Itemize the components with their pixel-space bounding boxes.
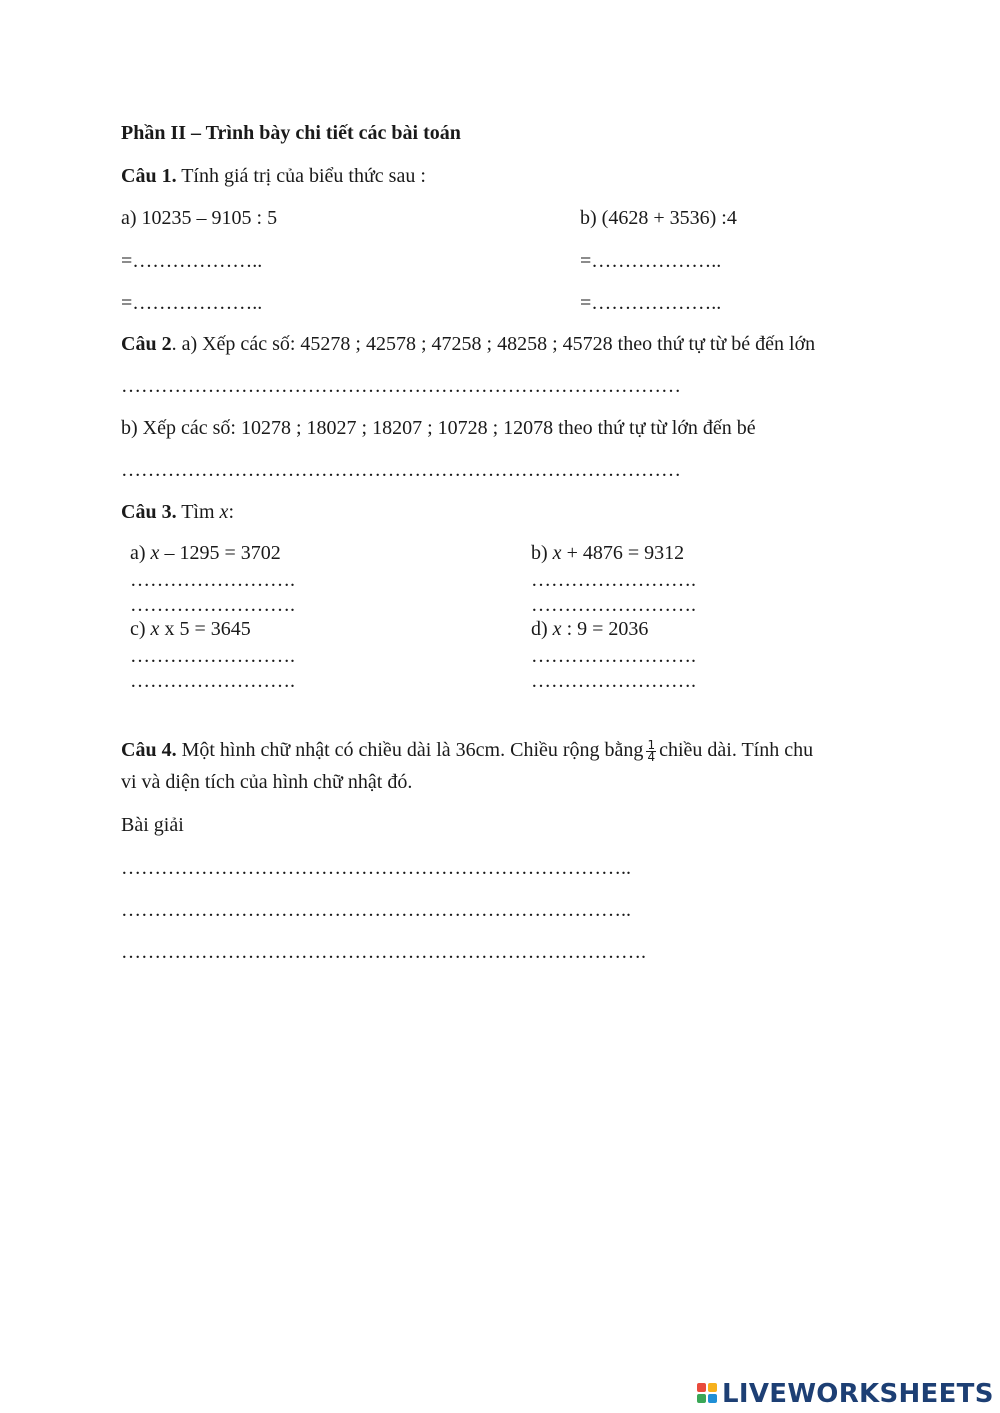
liveworksheets-logo-text: LIVEWORKSHEETS: [722, 1379, 994, 1409]
q3a-rest: – 1295 = 3702: [159, 542, 281, 564]
q3c-rest: x 5 = 3645: [159, 618, 251, 640]
question-1-text: Tính giá trị của biểu thức sau :: [176, 165, 426, 187]
q4-answer-line[interactable]: …………………………………………………………………….: [121, 941, 646, 963]
logo-square: [708, 1383, 717, 1392]
section-title: Phần II – Trình bày chi tiết các bài toán: [121, 122, 461, 144]
q2a-answer-line[interactable]: …………………………………………………………………………: [121, 375, 681, 397]
liveworksheets-logo: [697, 1380, 994, 1408]
q3c-answer-line[interactable]: …………………….: [130, 670, 295, 692]
q1-expression-a: a) 10235 – 9105 : 5: [121, 207, 278, 229]
q3b-answer-line[interactable]: …………………….: [531, 594, 696, 616]
q3d-prefix: d): [531, 618, 553, 640]
question-1-label: Câu 1.: [121, 165, 177, 187]
q1-b-answer-line[interactable]: =………………..: [580, 292, 722, 314]
question-2-label: Câu 2: [121, 333, 172, 355]
q1-a-answer-line[interactable]: =………………..: [121, 250, 263, 272]
variable-x: x: [150, 618, 160, 640]
question-4: [121, 738, 813, 763]
q3-equation-d: [531, 617, 648, 641]
q3a-prefix: a): [130, 542, 151, 564]
q3-equation-b: [531, 541, 684, 565]
fraction-numerator: 1: [647, 737, 656, 752]
q3c-answer-line[interactable]: …………………….: [130, 645, 295, 667]
solution-label: Bài giải: [121, 814, 184, 836]
q3b-answer-line[interactable]: …………………….: [531, 569, 696, 591]
logo-square: [697, 1383, 706, 1392]
question-3: [121, 500, 234, 524]
question-1: [121, 164, 426, 188]
q3b-prefix: b): [531, 542, 553, 564]
question-3-colon: :: [228, 501, 234, 523]
variable-x: x: [150, 542, 160, 564]
fraction-denominator: 4: [647, 749, 656, 764]
logo-square: [708, 1394, 717, 1403]
q1-a-answer-line[interactable]: =………………..: [121, 292, 263, 314]
q3a-answer-line[interactable]: …………………….: [130, 569, 295, 591]
q3b-rest: + 4876 = 9312: [561, 542, 685, 564]
q1-expression-b: b) (4628 + 3536) :4: [580, 207, 737, 229]
variable-x: x: [552, 542, 562, 564]
question-4-text: Một hình chữ nhật có chiều dài là 36cm. Chiều rộng bằng: [176, 739, 644, 761]
q3-equation-c: [130, 617, 251, 641]
variable-x: x: [552, 618, 562, 640]
question-4-text-end: chiều dài. Tính chu: [659, 739, 814, 761]
logo-square: [697, 1394, 706, 1403]
fraction-one-quarter: [646, 737, 656, 764]
question-4-label: Câu 4.: [121, 739, 177, 761]
question-2b-text: b) Xếp các số: 10278 ; 18027 ; 18207 ; 10728 ; 12078 theo thứ tự từ lớn đến bé: [121, 417, 756, 439]
question-3-label: Câu 3.: [121, 501, 177, 523]
q3a-answer-line[interactable]: …………………….: [130, 594, 295, 616]
question-2a: [121, 332, 815, 356]
question-2a-text: . a) Xếp các số: 45278 ; 42578 ; 47258 ; 48258 ; 45728 theo thứ tự từ bé đến lớn: [171, 333, 816, 355]
q1-b-answer-line[interactable]: =………………..: [580, 250, 722, 272]
q3d-answer-line[interactable]: …………………….: [531, 645, 696, 667]
q2b-answer-line[interactable]: …………………………………………………………………………: [121, 459, 681, 481]
q4-answer-line[interactable]: …………………………………………………………………..: [121, 899, 631, 921]
q3d-rest: : 9 = 2036: [561, 618, 649, 640]
q3d-answer-line[interactable]: …………………….: [531, 670, 696, 692]
question-3-text: Tìm: [176, 501, 220, 523]
q3-equation-a: [130, 541, 281, 565]
q3c-prefix: c): [130, 618, 151, 640]
question-4-line2: vi và diện tích của hình chữ nhật đó.: [121, 771, 413, 793]
q4-answer-line[interactable]: …………………………………………………………………..: [121, 857, 631, 879]
liveworksheets-logo-icon: [697, 1382, 719, 1406]
variable-x: x: [219, 501, 229, 523]
